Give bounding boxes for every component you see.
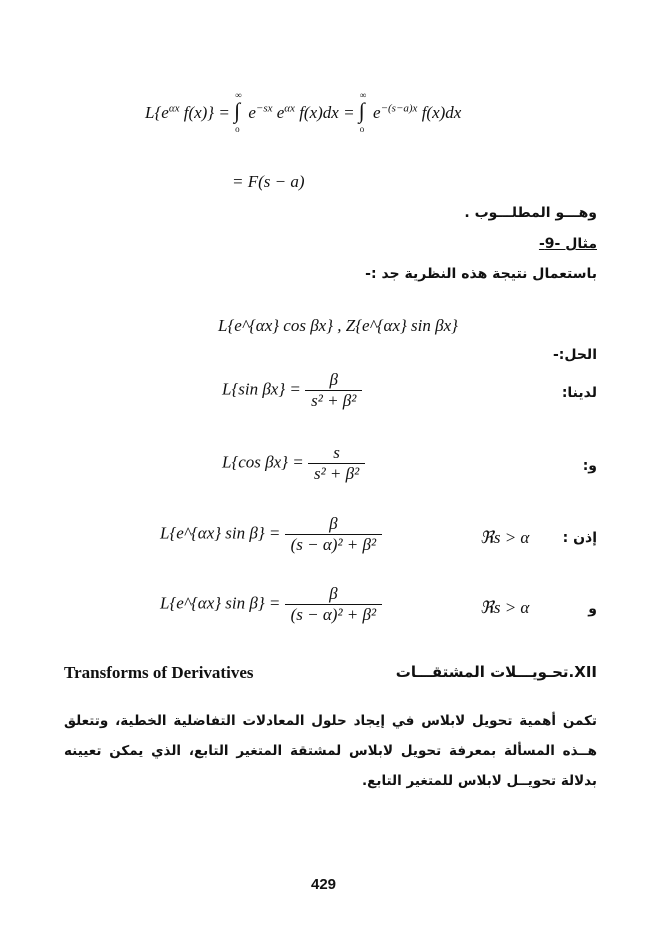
example-problem-equation: L{e^{αx} cos βx} , Z{e^{αx} sin βx} — [218, 316, 458, 335]
we-have-label: لدينا: — [561, 385, 597, 401]
integral-lower-1: o — [235, 124, 240, 134]
sin-transform-equation — [222, 370, 362, 411]
required-text: وهـــو المطلـــوب . — [464, 205, 597, 221]
sin-numerator: β — [329, 370, 338, 389]
shifted-sin-denominator-2: (s − α)² + β² — [285, 604, 382, 625]
solution-label: الحل:- — [552, 347, 597, 363]
cos-transform-equation — [222, 443, 365, 484]
sin-lhs: L{sin βx} = — [222, 379, 301, 399]
section-title-english: Transforms of Derivatives — [64, 663, 254, 682]
example-title: مثال -9- — [538, 236, 597, 252]
cos-numerator: s — [333, 443, 340, 462]
integral-sign-1: ∫ ∞ o — [234, 90, 242, 134]
eq-term3-exp: −(s−a)x — [380, 102, 418, 115]
and-label-1: و: — [582, 458, 597, 474]
eq-term2-rest: f(x)dx = — [294, 103, 359, 122]
shifted-sin-lhs-1: L{e^{αx} sin β} = — [160, 523, 281, 543]
integral-upper-2: ∞ — [359, 90, 367, 100]
shifted-sin-numerator-2: β — [329, 584, 338, 603]
example-prompt: باستعمال نتيجة هذه النظرية جد :- — [365, 266, 597, 282]
eq-term3-rest: f(x)dx — [417, 103, 462, 122]
eq-term1: e — [248, 103, 256, 122]
eq-lhs-exp: αx — [168, 102, 180, 115]
shifted-sin-lhs-2: L{e^{αx} sin β} = — [160, 593, 281, 613]
eq-lhs-fx: f(x)} = — [179, 103, 235, 122]
integral-lower-2: o — [359, 124, 365, 134]
eq-lhs: L{e — [145, 103, 169, 122]
eq-term2-exp: αx — [284, 102, 295, 115]
result-equation: = F(s − a) — [232, 172, 305, 191]
shifted-sin-equation-1 — [160, 514, 382, 555]
sin-fraction — [305, 370, 362, 411]
section-paragraph: تكمن أهمية تحويل لابلاس في إيجاد حلول المعادلات التفاضلية الخطية، وتتعلق هــذه المسألة بمعرفة تحويل لابلاس لمشتقة المتغير التابع، الذي يمكن تعيينه بدلالة تحويــل لابلاس للمتغير التابع. — [64, 713, 597, 789]
shifted-sin-fraction-1 — [285, 514, 382, 555]
cos-denominator: s² + β² — [308, 463, 365, 484]
page-number: 429 — [311, 876, 337, 893]
shifted-sin-numerator-1: β — [329, 514, 338, 533]
integral-upper-1: ∞ — [235, 90, 242, 100]
shifted-sin-equation-2 — [160, 584, 382, 625]
shifted-sin-denominator-1: (s − α)² + β² — [285, 534, 382, 555]
eq-term2: e — [276, 103, 285, 122]
cos-lhs: L{cos βx} = — [222, 452, 304, 472]
condition-2: ℜs > α — [480, 598, 530, 617]
section-title-arabic: XII.تحـويـــلات المشتقـــات — [395, 663, 597, 681]
shifted-sin-fraction-2 — [285, 584, 382, 625]
and-label-2: و — [588, 601, 597, 617]
then-label: إذن : — [562, 530, 597, 546]
condition-1: ℜs > α — [480, 528, 530, 547]
sin-denominator: s² + β² — [305, 390, 362, 411]
integral-sign-2: ∫ ∞ o — [358, 90, 367, 134]
cos-fraction — [308, 443, 365, 484]
shift-derivation-equation — [145, 90, 462, 134]
eq-term3: e — [373, 103, 381, 122]
eq-term1-exp: −sx — [255, 102, 273, 115]
